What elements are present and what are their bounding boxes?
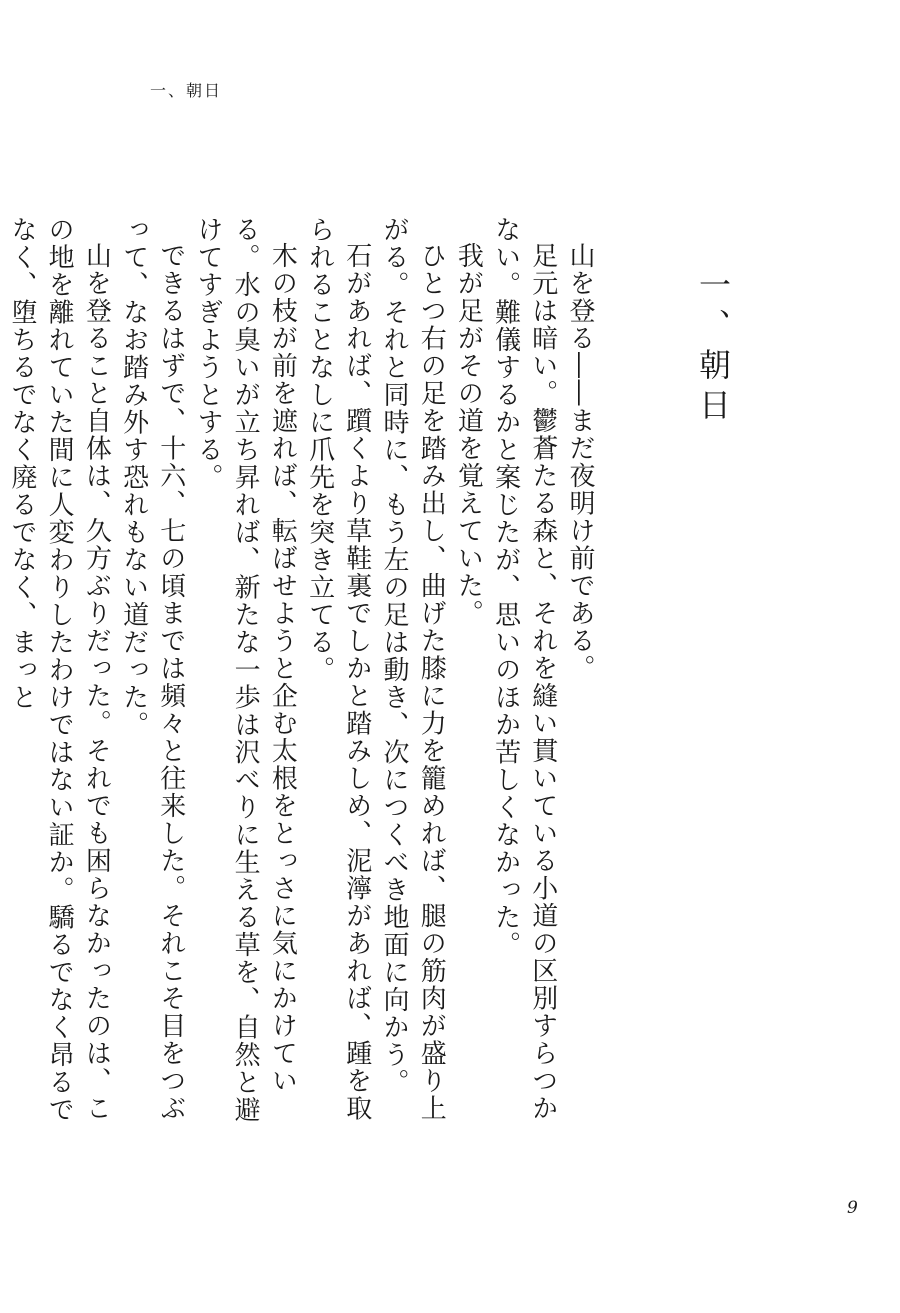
paragraph: 石があれば、躓くより草鞋裏でしかと踏みしめ、泥濘があれば、踵を取られることなしに爪先を突き立てる。 xyxy=(304,216,372,1122)
paragraph: 山を登る――まだ夜明け前である。 xyxy=(565,242,595,682)
paragraph: 足元は暗い。鬱蒼たる森と、それを縫い貫いている小道の区別すらつかない。難儀するかと案じたが、思いのほか苦しくなかった。 xyxy=(490,216,558,1122)
chapter-title: 一、朝日 xyxy=(694,268,732,428)
paragraph: ひとつ右の足を踏み出し、曲げた膝に力を籠めれば、腿の筋肉が盛り上がる。それと同時に、もう左の足は動き、次につくべき地面に向かう。 xyxy=(378,216,447,1122)
paragraph: 我が足がその道を覚えていた。 xyxy=(453,242,484,627)
page-number: 9 xyxy=(847,1198,858,1218)
paragraph: できるはずで、十六、七の頃までは頻々と往来した。それこそ目をつぶって、なお踏み外す恐れもない道だった。 xyxy=(118,216,186,1122)
running-head: 一、朝日 xyxy=(150,81,223,100)
paragraph: 木の枝が前を遮れば、転ばせようと企む太根をとっさに気にかけている。水の臭いが立ち昇れば、新たな一歩は沢べりに生える草を、自然と避けてすぎようとする。 xyxy=(192,216,298,1124)
paragraph: 山を登ること自体は、久方ぶりだった。それでも困らなかったのは、この地を離れていた間に人変わりしたわけではない証か。驕るでなく昂るでなく、堕ちるでなく廃るでなく、まっと xyxy=(6,216,112,1124)
body-text xyxy=(3,216,598,1146)
